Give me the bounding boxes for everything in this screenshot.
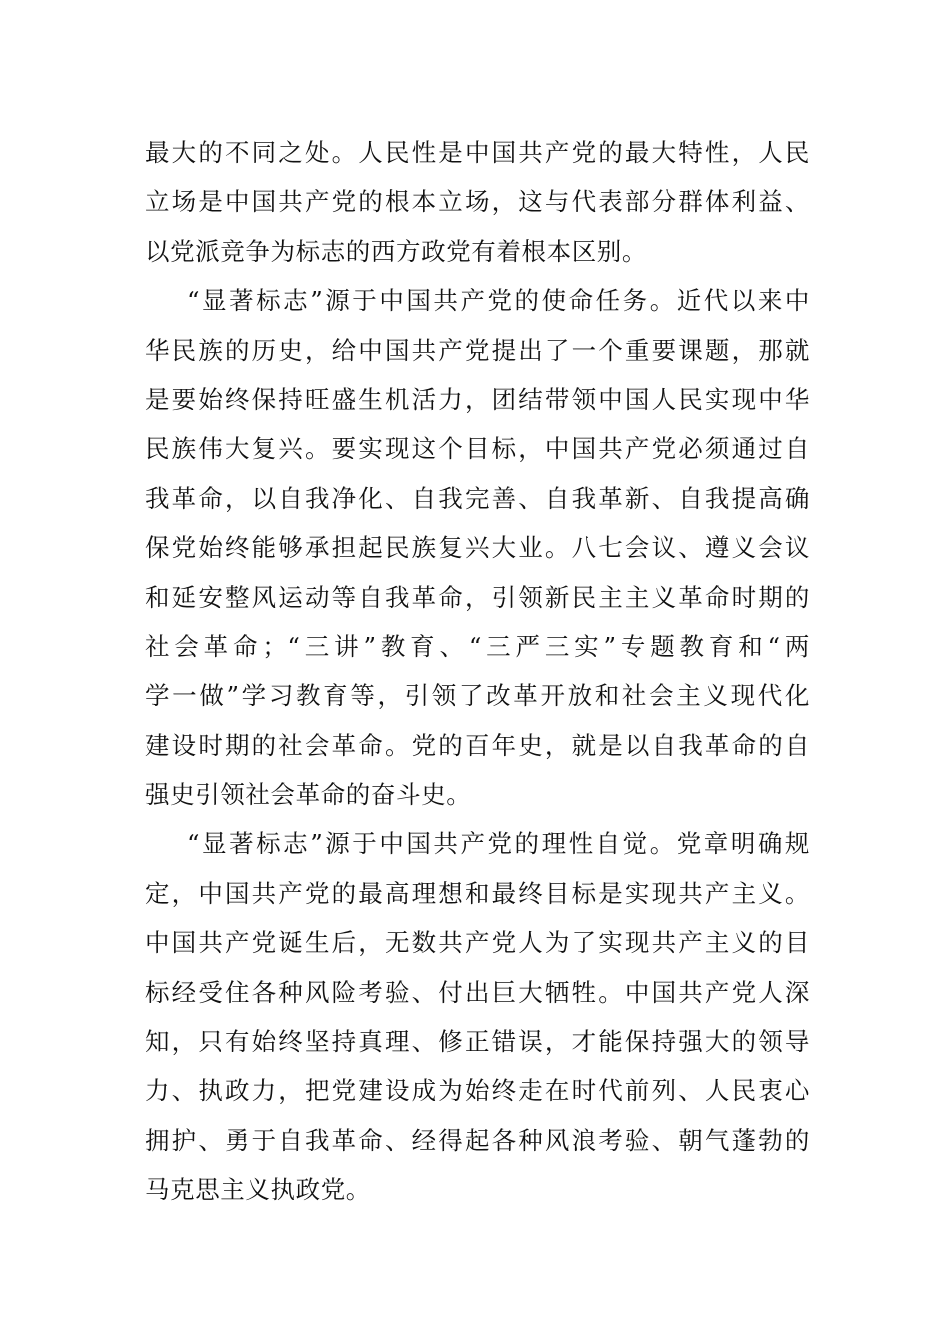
article-body: [145, 128, 810, 1215]
text-line: 保党始终能够承担起民族复兴大业。八七会议、遵义会议: [145, 533, 810, 563]
text-line: 建设时期的社会革命。党的百年史，就是以自我革命的自: [145, 730, 810, 760]
paragraph-first-line: “显著标志”源于中国共产党的理性自觉。党章明确规: [187, 829, 810, 859]
text-line: 学一做”学习教育等，引领了改革开放和社会主义现代化: [145, 681, 810, 711]
text-line: 力、执政力，把党建设成为始终走在时代前列、人民衷心: [145, 1076, 810, 1106]
text-line: 马克思主义执政党。: [145, 1175, 371, 1205]
text-line: 和延安整风运动等自我革命，引领新民主主义革命时期的: [145, 582, 810, 612]
text-line: 中国共产党诞生后，无数共产党人为了实现共产主义的目: [145, 928, 810, 958]
text-line: 我革命，以自我净化、自我完善、自我革新、自我提高确: [145, 483, 810, 513]
text-line: 定，中国共产党的最高理想和最终目标是实现共产主义。: [145, 878, 810, 908]
text-line: 最大的不同之处。人民性是中国共产党的最大特性，人民: [145, 138, 810, 167]
text-line: 以党派竞争为标志的西方政党有着根本区别。: [145, 236, 647, 266]
text-line: 标经受住各种风险考验、付出巨大牺牲。中国共产党人深: [145, 977, 810, 1007]
text-line: 是要始终保持旺盛生机活力，团结带领中国人民实现中华: [145, 384, 810, 414]
text-line: 华民族的历史，给中国共产党提出了一个重要课题，那就: [145, 335, 810, 365]
text-line: 拥护、勇于自我革命、经得起各种风浪考验、朝气蓬勃的: [145, 1125, 810, 1155]
paragraph-first-line: “显著标志”源于中国共产党的使命任务。近代以来中: [187, 286, 810, 316]
text-line: 社会革命；“三讲”教育、“三严三实”专题教育和“两: [145, 631, 810, 661]
text-line: 立场是中国共产党的根本立场，这与代表部分群体利益、: [145, 187, 810, 217]
text-line: 强史引领社会革命的奋斗史。: [145, 780, 472, 810]
text-line: 知，只有始终坚持真理、修正错误，才能保持强大的领导: [145, 1027, 810, 1057]
text-line: 民族伟大复兴。要实现这个目标，中国共产党必须通过自: [145, 434, 810, 464]
